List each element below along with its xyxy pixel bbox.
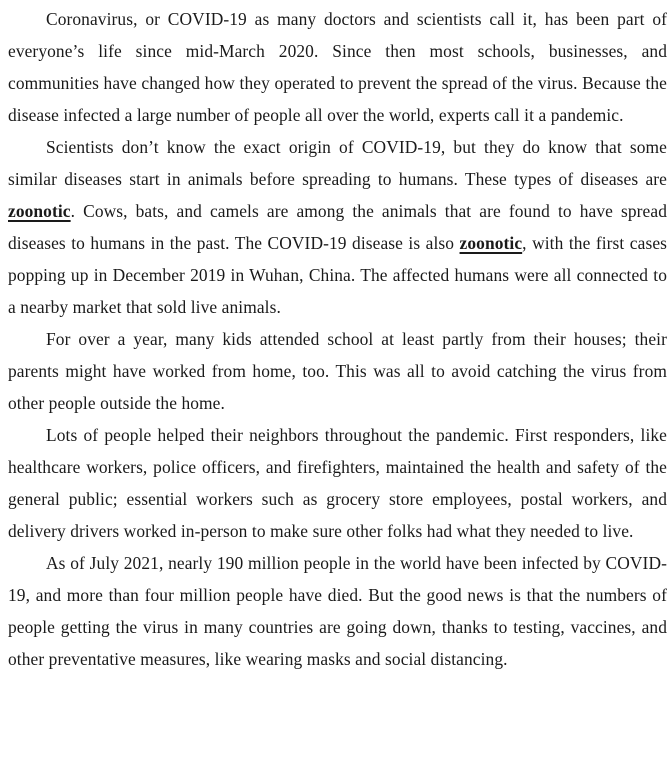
paragraph-origin-text-1: Scientists don’t know the exact origin of COVID-19, but they do know that some similar diseases start in animals before spreading to humans. These types of diseases are — [8, 137, 667, 189]
vocabulary-term-zoonotic-2: zoonotic — [459, 233, 523, 253]
paragraph-statistics: As of July 2021, nearly 190 million people in the world have been infected by COVID-19, and more than four million people have died. But the good news is that the numbers of people getting the virus in many countries are going down, thanks to testing, vaccines, and other preventative measures, like wearing masks and social distancing. — [8, 553, 667, 669]
paragraph-origin — [8, 131, 667, 323]
paragraph-helpers: Lots of people helped their neighbors throughout the pandemic. First responders, like healthcare workers, police officers, and firefighters, maintained the health and safety of the general public; essential workers such as grocery store employees, postal workers, and delivery drivers worked in-person to make sure other folks had what they needed to live. — [8, 425, 667, 541]
paragraph-school-from-home: For over a year, many kids attended school at least partly from their houses; their parents might have worked from home, too. This was all to avoid catching the virus from other people outside the home. — [8, 329, 667, 413]
paragraph-intro: Coronavirus, or COVID-19 as many doctors and scientists call it, has been part of everyone’s life since mid-March 2020. Since then most schools, businesses, and communities have changed how they operated to prevent the spread of the virus. Because the disease infected a large number of people all over the world, experts call it a pandemic. — [8, 9, 667, 125]
paragraph-origin-text-2: . Cows, bats, and camels are among the animals that are found to have spread diseases to humans in the past. The COVID-19 disease is also — [8, 201, 667, 253]
vocabulary-term-zoonotic: zoonotic — [8, 201, 71, 221]
paragraph-origin-text-3: , with the first cases popping up in December 2019 in Wuhan, China. The affected humans were all connected to a nearby market that sold live animals. — [8, 233, 667, 317]
